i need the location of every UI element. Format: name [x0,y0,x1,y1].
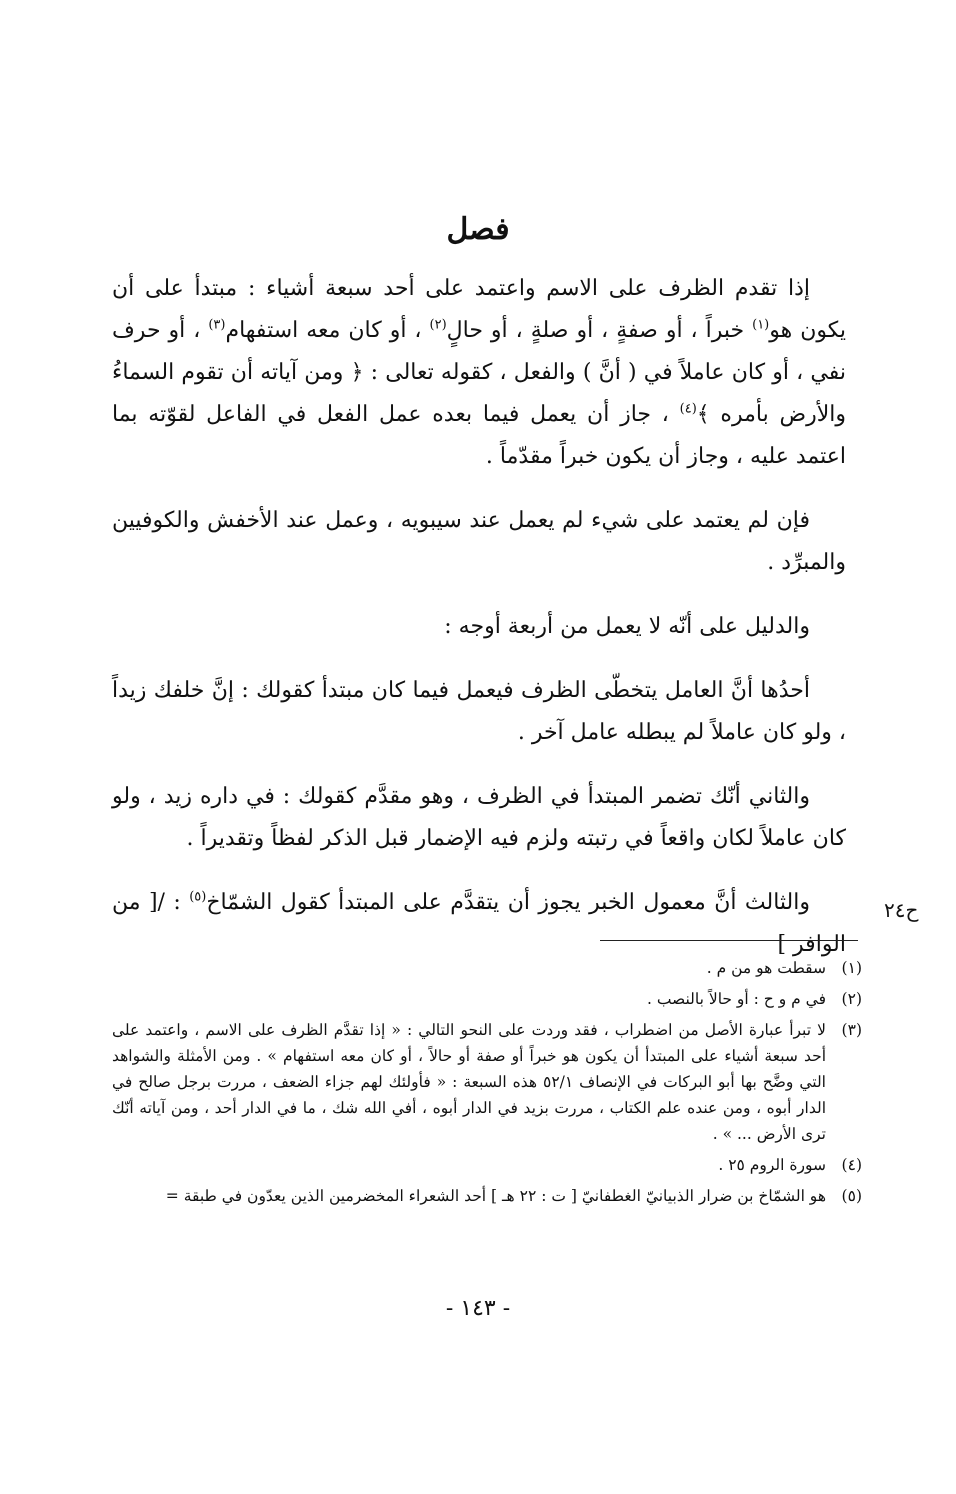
footnote-number: (٤) [841,1156,862,1174]
paragraph-6-part-b: : /[ من الوافر ] [112,890,846,957]
footnote-text: سورة الروم ٢٥ . [718,1156,826,1174]
footnote-ref-1[interactable]: (١) [752,317,770,333]
paragraph-6-part-a: والثالث أنَّ معمول الخبر يجوز أن يتقدَّم على المبتدأ كقول الشمّاخ [206,890,810,915]
footnote-1 [112,955,862,981]
footnote-3 [112,1017,862,1147]
paragraph-4: أحدُها أنَّ العامل يتخطّى الظرف فيعمل فيما كان مبتدأ كقولك : إنَّ خلفك زيداً ، ولو كان عاملاً لم يبطله عامل آخر . [112,678,846,745]
paragraph-3: والدليل على أنّه لا يعمل من أربعة أوجه : [444,614,810,639]
footnote-text: لا تبرأ عبارة الأصل من اضطراب ، فقد وردت على النحو التالي : « إذا تقدَّم الظرف على الاسم ، واعتمد على أحد سبعة أشياء على المبتدأ أن يكون هو خبراً أو صفة أو حالاً ، أو كان معه استفهام » . ومن الأمثلة والشواهد التي وضَّح بها أبو البركات في الإنصاف ٥٢/١ هذه السبعة : « فأولئك لهم جزاء الضعف ، مررت برجل صالح في الدار أبوه ، ومن عنده علم الكتاب ، مررت بزيد في الدار أبوه ، أفي الله شك ، ما في الدار أحد ، ومن آياته أنّك ترى الأرض ... » . [112,1021,826,1143]
footnote-text: هو الشمّاخ بن ضرار الذبيانيّ الغطفانيّ [ ت : ٢٢ هـ ] أحد الشعراء المخضرمين الذين يعدّون في طبقة = [165,1187,826,1205]
footnote-ref-3[interactable]: (٣) [208,317,226,333]
footnote-number: (٣) [841,1021,862,1039]
section-title: فصل [446,212,510,247]
footnotes [112,955,862,1214]
footnote-ref-5[interactable]: (٥) [189,889,207,905]
manuscript-margin-note: ح٢٤ [884,898,919,922]
footnote-text: في م و ح : أو حالاً بالنصب . [646,990,826,1008]
footnote-ref-2[interactable]: (٢) [429,317,447,333]
paragraph-5: والثاني أنّك تضمر المبتدأ في الظرف ، وهو مقدَّم كقولك : في داره زيد ، ولو كان عاملاً لكان واقعاً في رتبته ولزم فيه الإضمار قبل الذكر لفظاً وتقديراً . [112,784,846,851]
paragraph-1-part-d: ، أو حرف نفي ، أو كان عاملاً في ( أنَّ ) والفعل ، كقوله تعالى : ﴿ ومن آياته أن تقوم السماءُ والأرض بأمره ﴾ [112,318,846,427]
paragraph-1 [112,268,846,478]
footnote-number: (١) [841,959,862,977]
paragraph-1-part-e: ، جاز أن يعمل فيما بعده عمل الفعل في الفاعل لقوّته بما اعتمد عليه ، وجاز أن يكون خبراً مقدّماً . [112,402,846,469]
paragraph-2: فإن لم يعتمد على شيء لم يعمل عند سيبويه ، وعمل عند الأخفش والكوفيين والمبرِّد . [112,508,846,575]
paragraph-1-part-b: خبراً ، أو صفةٍ ، أو صلةٍ ، أو حالٍ [446,318,753,343]
paragraph-6 [112,882,846,966]
footnote-divider [600,940,858,941]
footnote-number: (٢) [841,990,862,1008]
paragraph-1-part-c: ، أو كان معه استفهام [225,318,430,343]
footnote-text: سقطت هو من م . [706,959,826,977]
footnote-5 [112,1183,862,1209]
footnote-2 [112,986,862,1012]
paragraph-1-part-a: إذا تقدم الظرف على الاسم واعتمد على أحد سبعة أشياء : مبتدأ على أن يكون هو [112,276,846,343]
main-text [112,268,846,988]
page-number: - ١٤٣ - [445,1296,511,1321]
footnote-ref-4[interactable]: (٤) [679,401,697,417]
footnote-4 [112,1152,862,1178]
footnote-number: (٥) [841,1187,862,1205]
